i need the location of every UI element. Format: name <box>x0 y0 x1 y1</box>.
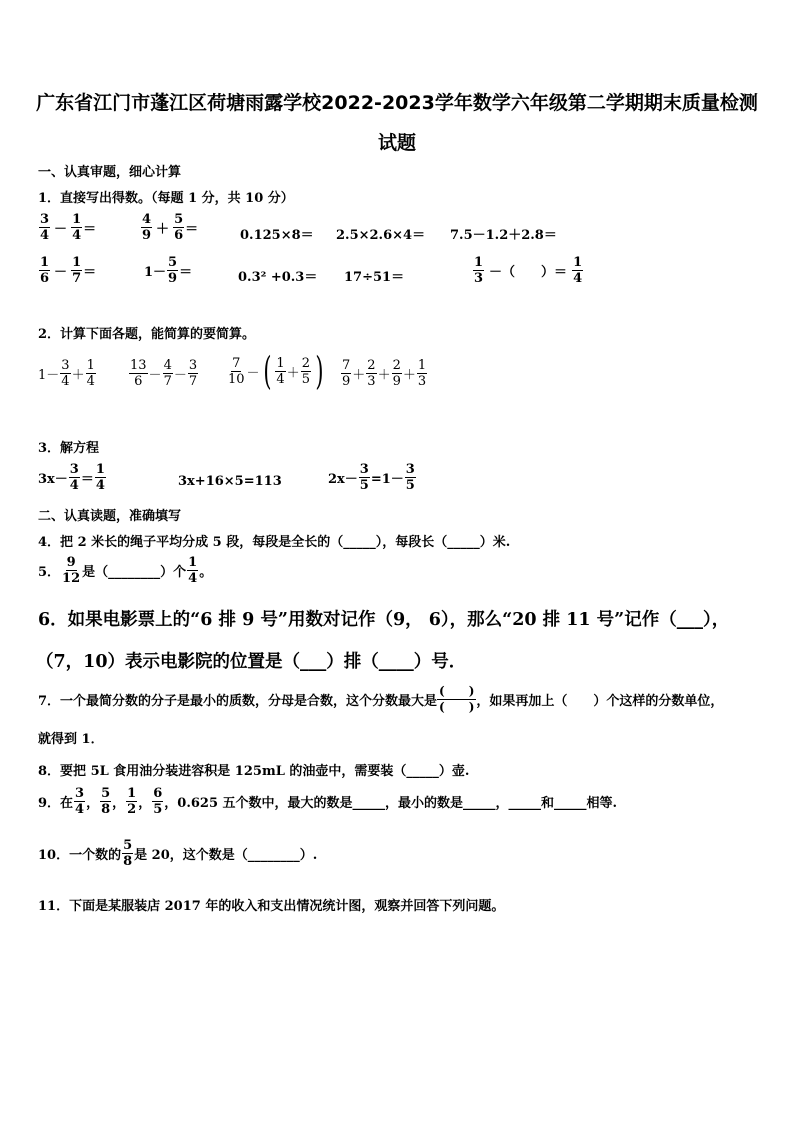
q2-expr-2: $\frac{13}{6}$ － $\frac{4}{7}$ － $\frac{3}{7}$ <box>130 358 198 389</box>
q1-row2-d: 17÷51＝ <box>344 270 405 285</box>
q1-row1-c: 0.125×8＝ <box>240 228 314 243</box>
q1-label: 1．直接写出得数。（每题 1 分，共 10 分） <box>38 191 294 206</box>
q9: 9．在 $\frac{3}{4}$ ， $\frac{5}{8}$ ， $\frac{1}{2}$ ， $\frac{6}{5}$ ，0.625 五个数中，最大的数是_____，最小的数是_____，_____和_____相等. <box>38 786 618 817</box>
q8: 8．要把 5L 食用油分装进容积是 125mL 的油壶中，需要装（_____）壶. <box>38 764 470 779</box>
section-2-heading: 二、认真读题，准确填写 <box>38 509 182 524</box>
q1-row1-b: $\frac{4}{9}$ ＋ $\frac{5}{6}$ ＝ <box>142 212 199 243</box>
q2-expr-3: $\frac{7}{10}$ － ( $\frac{1}{4}$ ＋ $\frac{2}{5}$ ) <box>228 349 324 393</box>
q1-row2-a: $\frac{1}{6}$ － $\frac{1}{7}$ ＝ <box>40 255 97 286</box>
q3-label: 3．解方程 <box>38 441 100 456</box>
q7-line-2: 就得到 1． <box>38 732 104 747</box>
q3-eq-3: 2x－ $\frac{3}{5}$ =1－ $\frac{3}{5}$ <box>328 462 415 493</box>
q4: 4．把 2 米长的绳子平均分成 5 段，每段是全长的（_____），每段长（_____）米. <box>38 535 511 550</box>
q1-row1-d: 2.5×2.6×4＝ <box>336 228 426 243</box>
q2-expr-1: 1－ $\frac{3}{4}$ ＋ $\frac{1}{4}$ <box>38 358 95 389</box>
q1-row2-c: 0.3² +0.3＝ <box>238 270 318 285</box>
section-1-heading: 一、认真审题，细心计算 <box>38 165 182 180</box>
q3-eq-2: 3x+16×5=113 <box>178 474 282 489</box>
q3-eq-1: 3x－ $\frac{3}{4}$ ＝ $\frac{1}{4}$ <box>38 462 105 493</box>
q1-row1-a: $\frac{3}{4}$ － $\frac{1}{4}$ ＝ <box>40 212 97 243</box>
title-line-1: 广东省江门市蓬江区荷塘雨露学校2022-2023学年数学六年级第二学期期末质量检测 <box>36 92 758 114</box>
q6-line-1: 6．如果电影票上的“6 排 9 号”用数对记作（9， 6），那么“20 排 11 号”记作（___）， <box>38 610 730 630</box>
title-line-2: 试题 <box>377 132 416 154</box>
q2-expr-4: $\frac{7}{9}$ ＋ $\frac{2}{3}$ ＋ $\frac{2}{9}$ ＋ $\frac{1}{3}$ <box>342 358 427 389</box>
q2-label: 2．计算下面各题，能简算的要简算。 <box>38 327 256 342</box>
q1-row2-b: 1－ $\frac{5}{9}$ ＝ <box>144 255 193 286</box>
q6-line-2: （7，10）表示电影院的位置是（___）排（____）号． <box>36 652 467 672</box>
q1-row1-e: 7.5－1.2＋2.8＝ <box>450 228 557 243</box>
q11: 11．下面是某服装店 2017 年的收入和支出情况统计图，观察并回答下列问题。 <box>38 899 505 914</box>
q5: 5． $\frac{9}{12}$ 是（________）个 $\frac{1}{4}$ 。 <box>38 555 213 586</box>
q1-row2-e: $\frac{1}{3}$ －（ ）＝ $\frac{1}{4}$ <box>474 255 583 286</box>
q7-line-1: 7．一个最简分数的分子是最小的质数，分母是合数，这个分数最大是 $\frac{( )}{( )}$ ，如果再加上（ ）个这样的分数单位， <box>38 684 724 714</box>
q10: 10．一个数的 $\frac{5}{8}$ 是 20，这个数是（________）. <box>38 838 318 869</box>
